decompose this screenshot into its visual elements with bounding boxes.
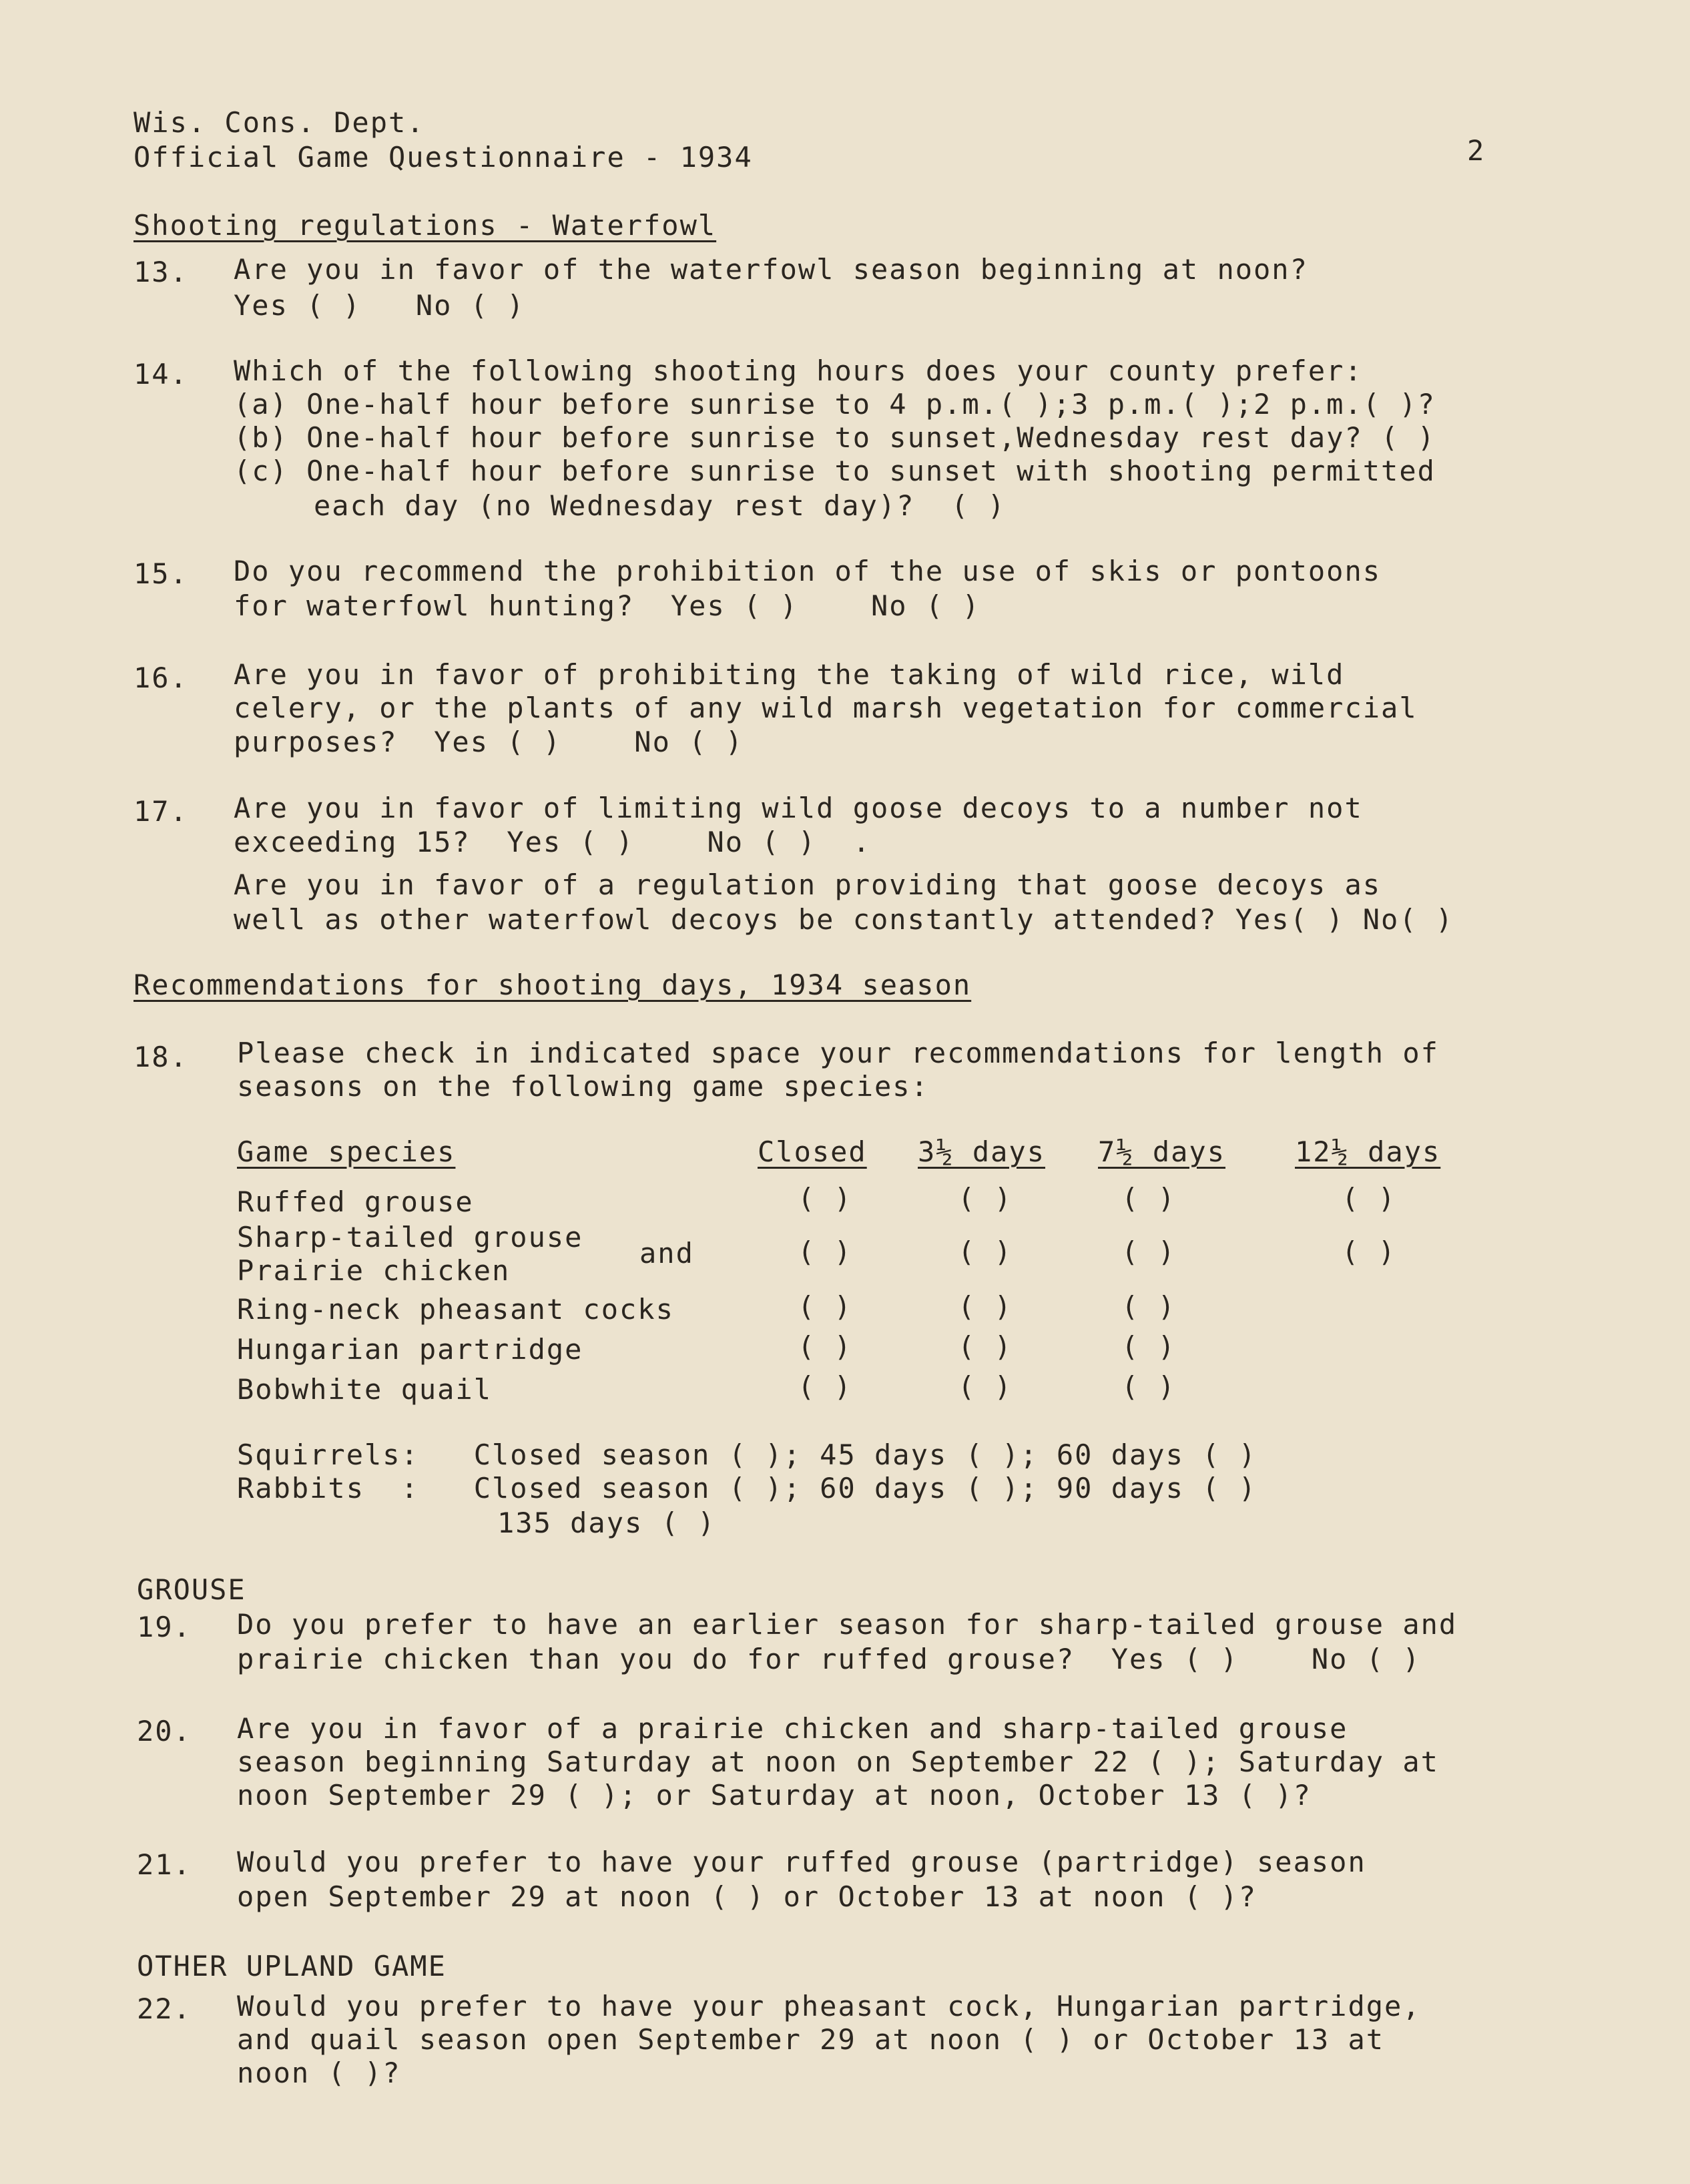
checkbox-closed[interactable]: ( ) bbox=[798, 1370, 852, 1403]
question-17-line-1: Are you in favor of limiting wild goose decoys to a number not bbox=[234, 792, 1363, 824]
question-14-option-c-cont: each day (no Wednesday rest day)? ( ) bbox=[314, 489, 1006, 522]
table-row-species: Sharp-tailed grouse bbox=[237, 1221, 583, 1254]
question-14-option-b: (b) One-half hour before sunrise to sunset,Wednesday rest day? ( ) bbox=[234, 421, 1436, 454]
question-19-line-2: prairie chicken than you do for ruffed grouse? Yes ( ) No ( ) bbox=[237, 1643, 1421, 1675]
table-row-species: Hungarian partridge bbox=[237, 1333, 583, 1366]
question-21-line-2: open September 29 at noon ( ) or October 13 at noon ( )? bbox=[237, 1880, 1257, 1913]
squirrels-line: Squirrels: Closed season ( ); 45 days ( ); 60 days ( ) bbox=[237, 1438, 1257, 1471]
question-number-20: 20. bbox=[137, 1715, 192, 1747]
table-header-7-5-days: 7½ days bbox=[1098, 1135, 1226, 1168]
checkbox-3-5-days[interactable]: ( ) bbox=[958, 1330, 1013, 1363]
table-row-species-2: Prairie chicken bbox=[237, 1254, 511, 1287]
section-heading-shooting-days: Recommendations for shooting days, 1934 season bbox=[133, 969, 972, 1001]
checkbox-3-5-days[interactable]: ( ) bbox=[958, 1182, 1013, 1215]
header-dept: Wis. Cons. Dept. bbox=[133, 106, 425, 139]
rabbits-line-2: 135 days ( ) bbox=[497, 1507, 716, 1539]
question-16-line-3: purposes? Yes ( ) No ( ) bbox=[234, 726, 744, 758]
table-header-3-5-days: 3½ days bbox=[918, 1135, 1046, 1168]
question-17-line-3: Are you in favor of a regulation providing that goose decoys as bbox=[234, 868, 1382, 901]
question-22-line-1: Would you prefer to have your pheasant cock, Hungarian partridge, bbox=[237, 1990, 1421, 2022]
table-row-species: Ring-neck pheasant cocks bbox=[237, 1293, 674, 1326]
checkbox-12-5-days[interactable]: ( ) bbox=[1342, 1182, 1396, 1215]
question-14-option-a: (a) One-half hour before sunrise to 4 p.m.( );3 p.m.( );2 p.m.( )? bbox=[234, 388, 1436, 421]
question-20-line-2: season beginning Saturday at noon on September 22 ( ); Saturday at bbox=[237, 1745, 1439, 1778]
question-22-line-3: noon ( )? bbox=[237, 2057, 401, 2089]
table-row-and-label: and bbox=[639, 1237, 694, 1270]
question-number-21: 21. bbox=[137, 1848, 192, 1881]
question-number-13: 13. bbox=[133, 256, 188, 288]
question-22-line-2: and quail season open September 29 at noon ( ) or October 13 at bbox=[237, 2023, 1385, 2056]
question-16-line-2: celery, or the plants of any wild marsh vegetation for commercial bbox=[234, 692, 1418, 724]
question-18-line-1: Please check in indicated space your recommendations for length of bbox=[237, 1037, 1439, 1069]
checkbox-7-5-days[interactable]: ( ) bbox=[1121, 1330, 1176, 1363]
checkbox-closed[interactable]: ( ) bbox=[798, 1236, 852, 1268]
question-20-line-1: Are you in favor of a prairie chicken and sharp-tailed grouse bbox=[237, 1712, 1348, 1745]
checkbox-closed[interactable]: ( ) bbox=[798, 1290, 852, 1323]
question-number-22: 22. bbox=[137, 1992, 192, 2025]
question-15-line-1: Do you recommend the prohibition of the use of skis or pontoons bbox=[234, 555, 1382, 587]
checkbox-closed[interactable]: ( ) bbox=[798, 1330, 852, 1363]
question-number-16: 16. bbox=[133, 661, 188, 694]
question-17-line-4: well as other waterfowl decoys be constantly attended? Yes( ) No( ) bbox=[234, 903, 1454, 936]
question-number-17: 17. bbox=[133, 795, 188, 828]
checkbox-7-5-days[interactable]: ( ) bbox=[1121, 1236, 1176, 1268]
header-title: Official Game Questionnaire - 1934 bbox=[133, 141, 753, 174]
rabbits-line: Rabbits : Closed season ( ); 60 days ( ); 90 days ( ) bbox=[237, 1472, 1257, 1505]
question-14-line-1: Which of the following shooting hours does your county prefer: bbox=[234, 354, 1363, 387]
checkbox-12-5-days[interactable]: ( ) bbox=[1342, 1236, 1396, 1268]
checkbox-closed[interactable]: ( ) bbox=[798, 1182, 852, 1215]
question-13-line-2: Yes ( ) No ( ) bbox=[234, 289, 525, 322]
checkbox-7-5-days[interactable]: ( ) bbox=[1121, 1290, 1176, 1323]
checkbox-3-5-days[interactable]: ( ) bbox=[958, 1236, 1013, 1268]
checkbox-3-5-days[interactable]: ( ) bbox=[958, 1370, 1013, 1403]
question-21-line-1: Would you prefer to have your ruffed grouse (partridge) season bbox=[237, 1846, 1366, 1878]
checkbox-7-5-days[interactable]: ( ) bbox=[1121, 1182, 1176, 1215]
question-19-line-1: Do you prefer to have an earlier season for sharp-tailed grouse and bbox=[237, 1608, 1458, 1641]
question-number-18: 18. bbox=[133, 1041, 188, 1073]
table-header-species: Game species bbox=[237, 1135, 456, 1168]
question-16-line-1: Are you in favor of prohibiting the taking of wild rice, wild bbox=[234, 658, 1345, 691]
question-number-19: 19. bbox=[137, 1611, 192, 1643]
table-header-12-5-days: 12½ days bbox=[1295, 1135, 1441, 1168]
checkbox-3-5-days[interactable]: ( ) bbox=[958, 1290, 1013, 1323]
question-20-line-3: noon September 29 ( ); or Saturday at noon, October 13 ( )? bbox=[237, 1779, 1312, 1812]
question-17-line-2: exceeding 15? Yes ( ) No ( ) . bbox=[234, 826, 872, 858]
page-number: 2 bbox=[1467, 134, 1486, 167]
checkbox-7-5-days[interactable]: ( ) bbox=[1121, 1370, 1176, 1403]
question-13-line-1: Are you in favor of the waterfowl season beginning at noon? bbox=[234, 253, 1308, 286]
table-row-species: Ruffed grouse bbox=[237, 1185, 474, 1218]
question-number-14: 14. bbox=[133, 358, 188, 390]
section-heading-grouse: GROUSE bbox=[137, 1573, 246, 1606]
section-heading-waterfowl: Shooting regulations - Waterfowl bbox=[133, 209, 717, 242]
table-header-closed: Closed bbox=[758, 1135, 867, 1168]
question-18-line-2: seasons on the following game species: bbox=[237, 1070, 929, 1103]
question-14-option-c: (c) One-half hour before sunrise to sunset with shooting permitted bbox=[234, 455, 1436, 487]
section-heading-upland: OTHER UPLAND GAME bbox=[137, 1950, 447, 1982]
question-number-15: 15. bbox=[133, 557, 188, 590]
question-15-line-2: for waterfowl hunting? Yes ( ) No ( ) bbox=[234, 589, 980, 622]
table-row-species: Bobwhite quail bbox=[237, 1373, 493, 1406]
